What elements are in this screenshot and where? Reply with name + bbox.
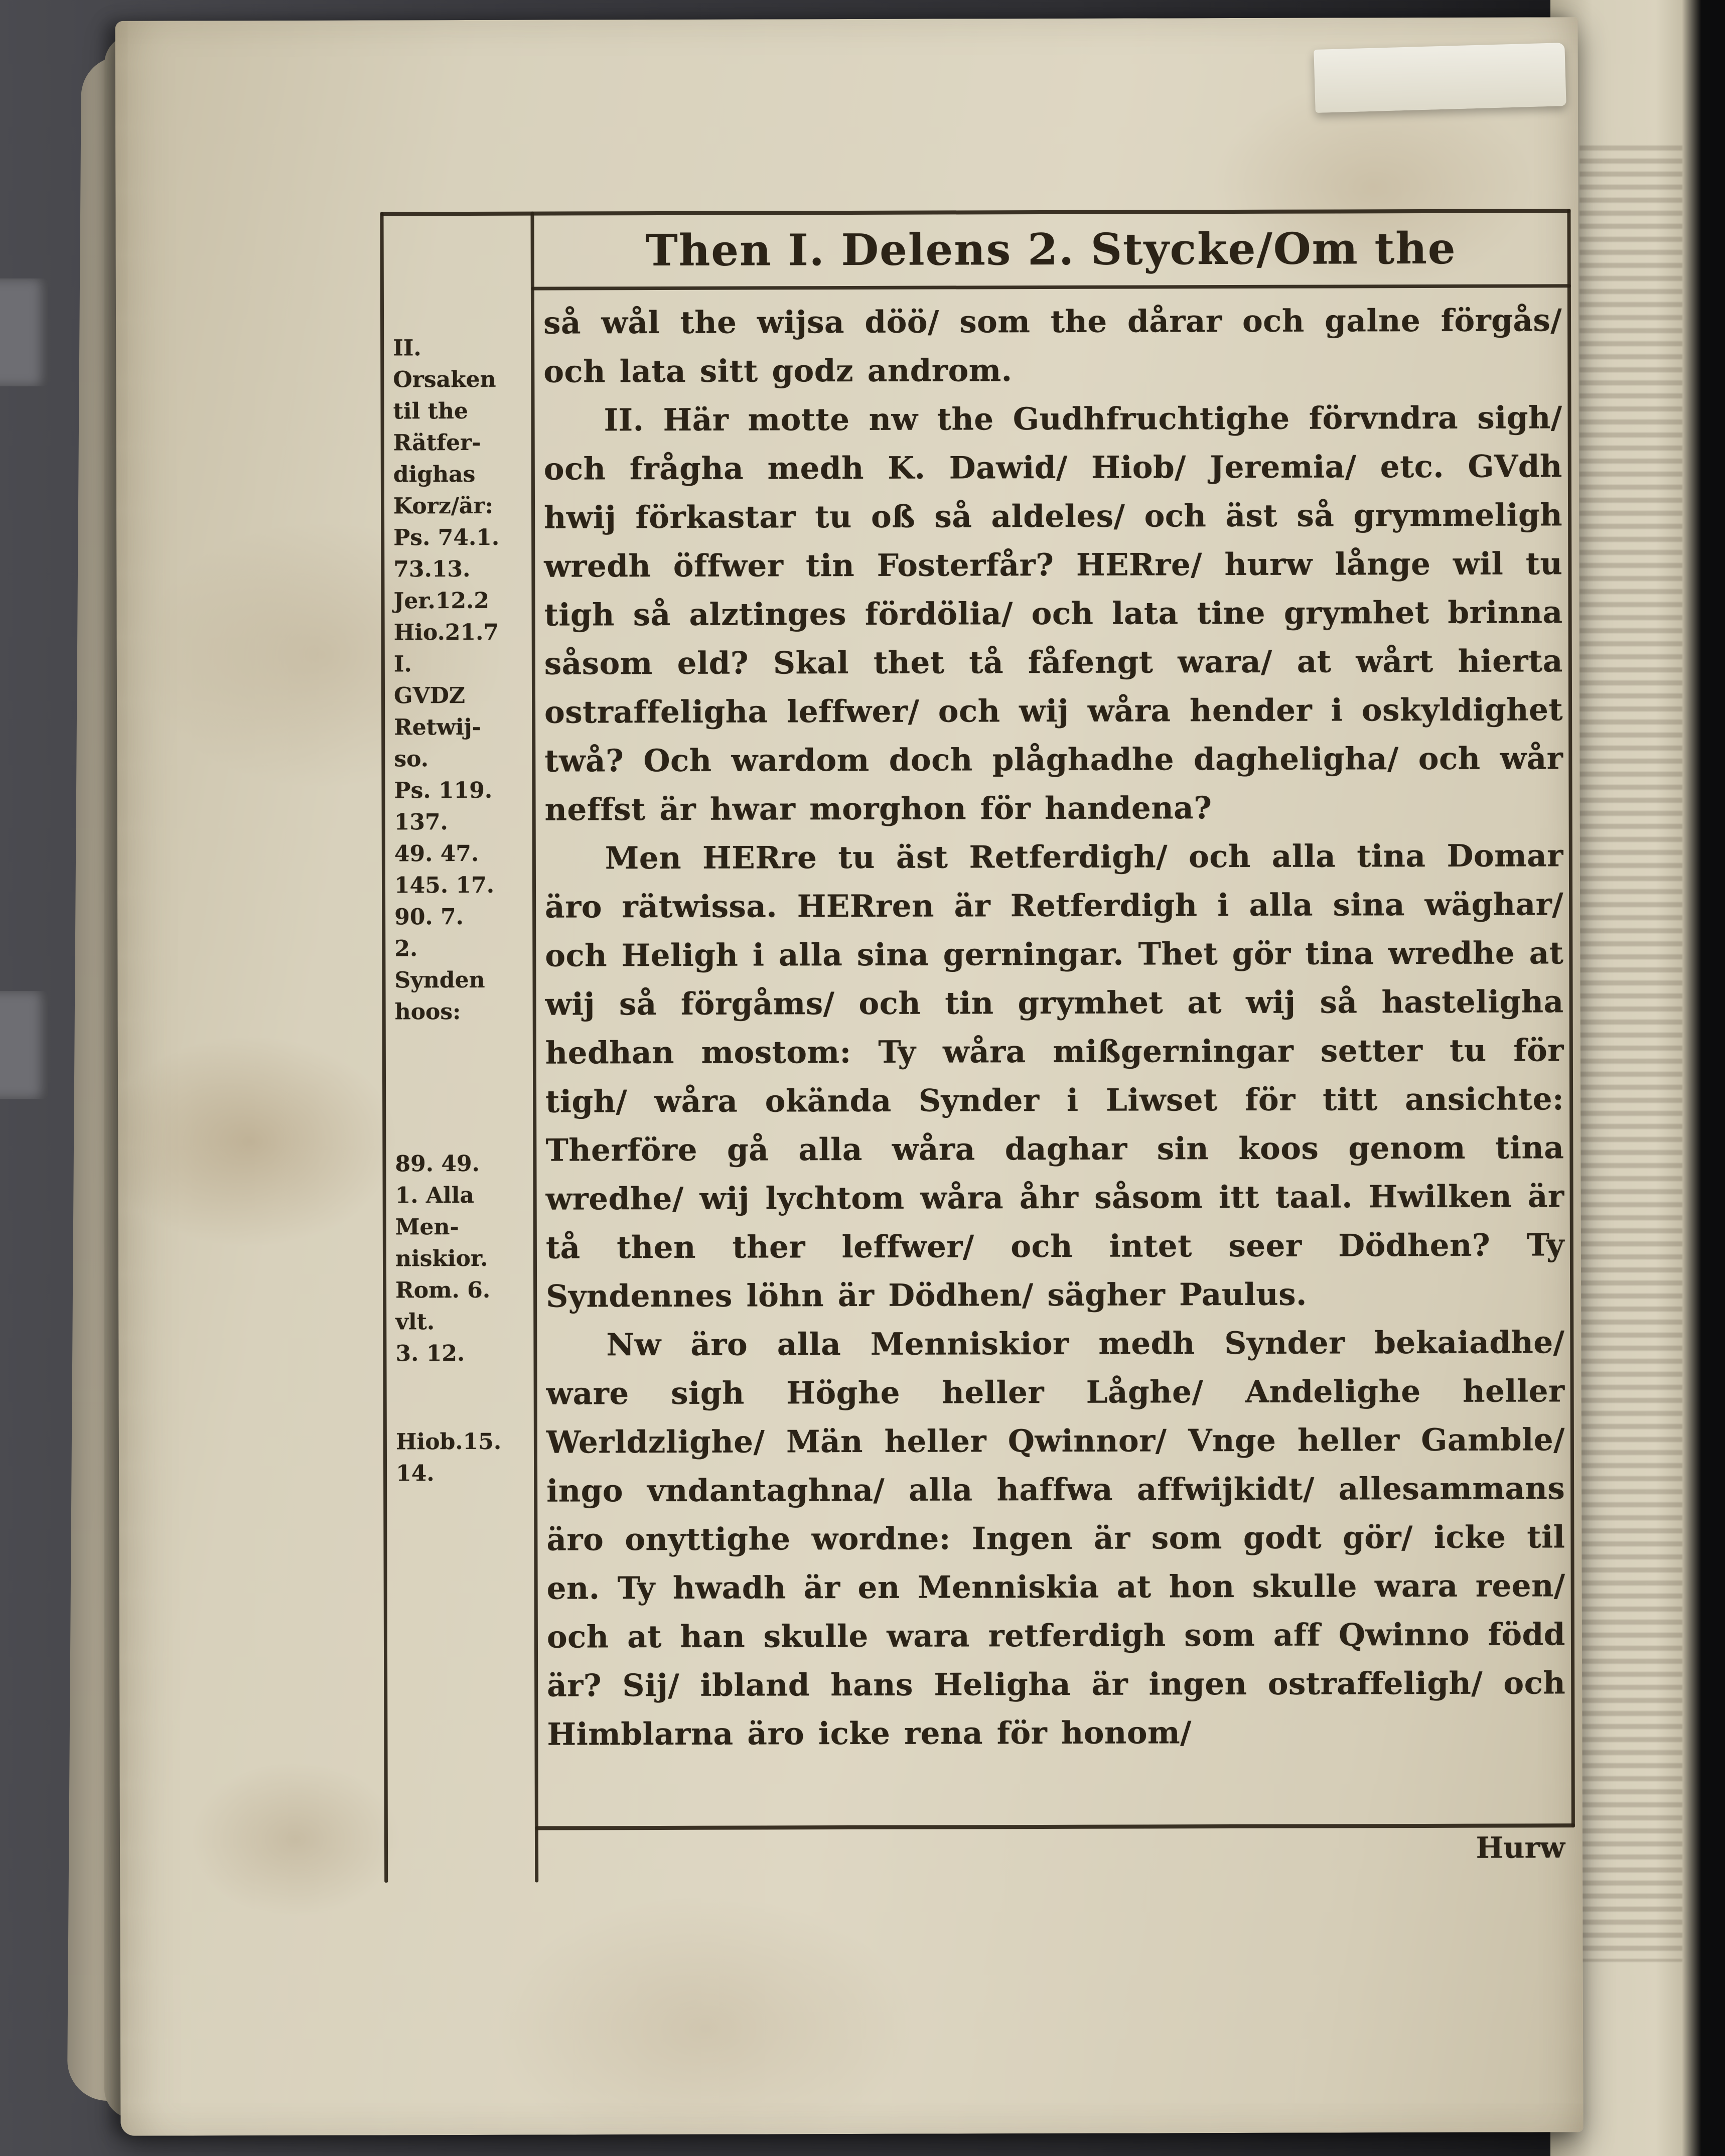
margin-note-line: niskior. <box>395 1245 488 1272</box>
margin-note-line: 73.13. <box>393 556 471 583</box>
body-text <box>543 296 1566 1759</box>
next-page-text-blur <box>1579 146 1682 1962</box>
clamp-top <box>0 278 48 386</box>
margin-note-line: hoos: <box>394 999 461 1025</box>
margin-note-line: 137. <box>394 809 448 835</box>
margin-note-line: Rom. 6. <box>395 1277 491 1304</box>
margin-note-line: Korz/är: <box>393 493 493 519</box>
margin-note-line: II. <box>393 335 421 361</box>
margin-note-line: I. <box>393 651 412 677</box>
margin-note-line: 14. <box>396 1461 435 1487</box>
margin-note-line: 145. 17. <box>394 872 495 899</box>
margin-note-line: Ps. 74.1. <box>393 524 500 551</box>
margin-notes <box>389 20 525 1487</box>
margin-note-line: 2. <box>394 936 418 962</box>
margin-note-line: vlt. <box>395 1309 435 1335</box>
margin-notes-group-2 <box>392 1148 529 1370</box>
body-paragraph: Nw äro alla Menniskior medh Synder bekaiadhe/ ware sigh Höghe heller Låghe/ Andelighe heller Werldzlighe/ Män heller Qwinnor/ Vnge heller Gamble/ ingo vndantaghna/ alla haffwa affwijkidt/ allesammans äro onyttighe wordne: Ingen är som godt gör/ icke til en. Ty hwadh är en Menniskia at hon skulle wara reen/ och at han skulle wara retferdigh som aff Qwinno född är? Sij/ ibland hans Heligha är ingen ostraffeligh/ och Himblarna äro icke rena för honom/ <box>546 1325 1566 1753</box>
margin-notes-group-1 <box>390 332 528 1028</box>
margin-note-line: so. <box>394 746 429 772</box>
catchword: Hurw <box>1476 1830 1565 1865</box>
margin-note-line: Hio.21.7 <box>393 619 499 646</box>
margin-note-line: 3. 12. <box>395 1341 465 1367</box>
margin-note-line: 89. 49. <box>395 1151 480 1177</box>
margin-note-line: Jer.12.2 <box>393 588 490 614</box>
frame-border-bottom <box>535 1823 1575 1830</box>
margin-note-line: 49. 47. <box>394 840 479 867</box>
margin-note-line: Retwij- <box>394 714 481 741</box>
book-page <box>115 17 1583 2136</box>
running-head: Then I. Delens 2. Stycke/Om the <box>645 223 1457 276</box>
margin-note-line: GVDZ <box>393 683 466 709</box>
body-paragraph: Men HERre tu äst Retferdigh/ och alla tina Domar äro rätwissa. HERren är Retferdigh i alla sina wäghar/ och Heligh i alla sina gerningar. Thet gör tina wredhe at wij så förgåms/ och tin grymhet at wij så hasteligha hedhan mostom: Ty wåra mißgerningar setter tu för tigh/ wåra okända Synder i Liwset för titt ansichte: Therföre gå alla wåra daghar sin koos genom tina wredhe/ wij lychtom wåra åhr såsom itt taal. Hwilken är tå then ther leffwer/ och intet seer Dödhen? Ty Syndennes löhn är Dödhen/ sägher Paulus. <box>545 838 1564 1315</box>
frame-border-left <box>380 212 388 1883</box>
margin-note-line: til the <box>393 398 468 424</box>
margin-note-line: Rätfer- <box>393 429 481 456</box>
margin-note-line: 1. Alla <box>395 1182 475 1209</box>
clamp-bottom <box>0 991 48 1099</box>
margin-note-line: dighas <box>393 461 476 488</box>
margin-note-line: Men- <box>395 1214 459 1240</box>
margin-note-line: 90. 7. <box>394 904 464 930</box>
margin-notes-group-3 <box>393 1426 529 1490</box>
frame-margin-divider <box>530 212 538 1883</box>
backdrop-right <box>1682 0 1725 2156</box>
margin-note-line: Ps. 119. <box>394 777 493 804</box>
frame-border-right <box>1567 209 1574 1827</box>
margin-note-line: Hiob.15. <box>395 1428 502 1455</box>
body-paragraph: II. Här motte nw the Gudhfruchtighe förvndra sigh/ och frågha medh K. Dawid/ Hiob/ Jeremia/ etc. GVdh hwij förkastar tu oß så aldeles/ och äst så grymmeligh wredh öffwer tin Fosterfår? HERre/ hurw långe wil tu tigh så alztinges fördölia/ och lata tine grymhet brinna såsom eld? Skal thet tå fåfengt wara/ at wårt hierta ostraffeligha leffwer/ och wij wåra hender i oskyldighet twå? Och wardom doch plåghadhe dagheligha/ och wår neffst är hwar morghon för handena? <box>543 400 1563 828</box>
margin-note-line: Synden <box>394 967 485 993</box>
margin-note-line: Orsaken <box>393 366 496 393</box>
paper-flap <box>1314 43 1566 113</box>
body-paragraph: så wål the wijsa döö/ som the dårar och galne förgås/ och lata sitt godz androm. <box>543 303 1562 390</box>
